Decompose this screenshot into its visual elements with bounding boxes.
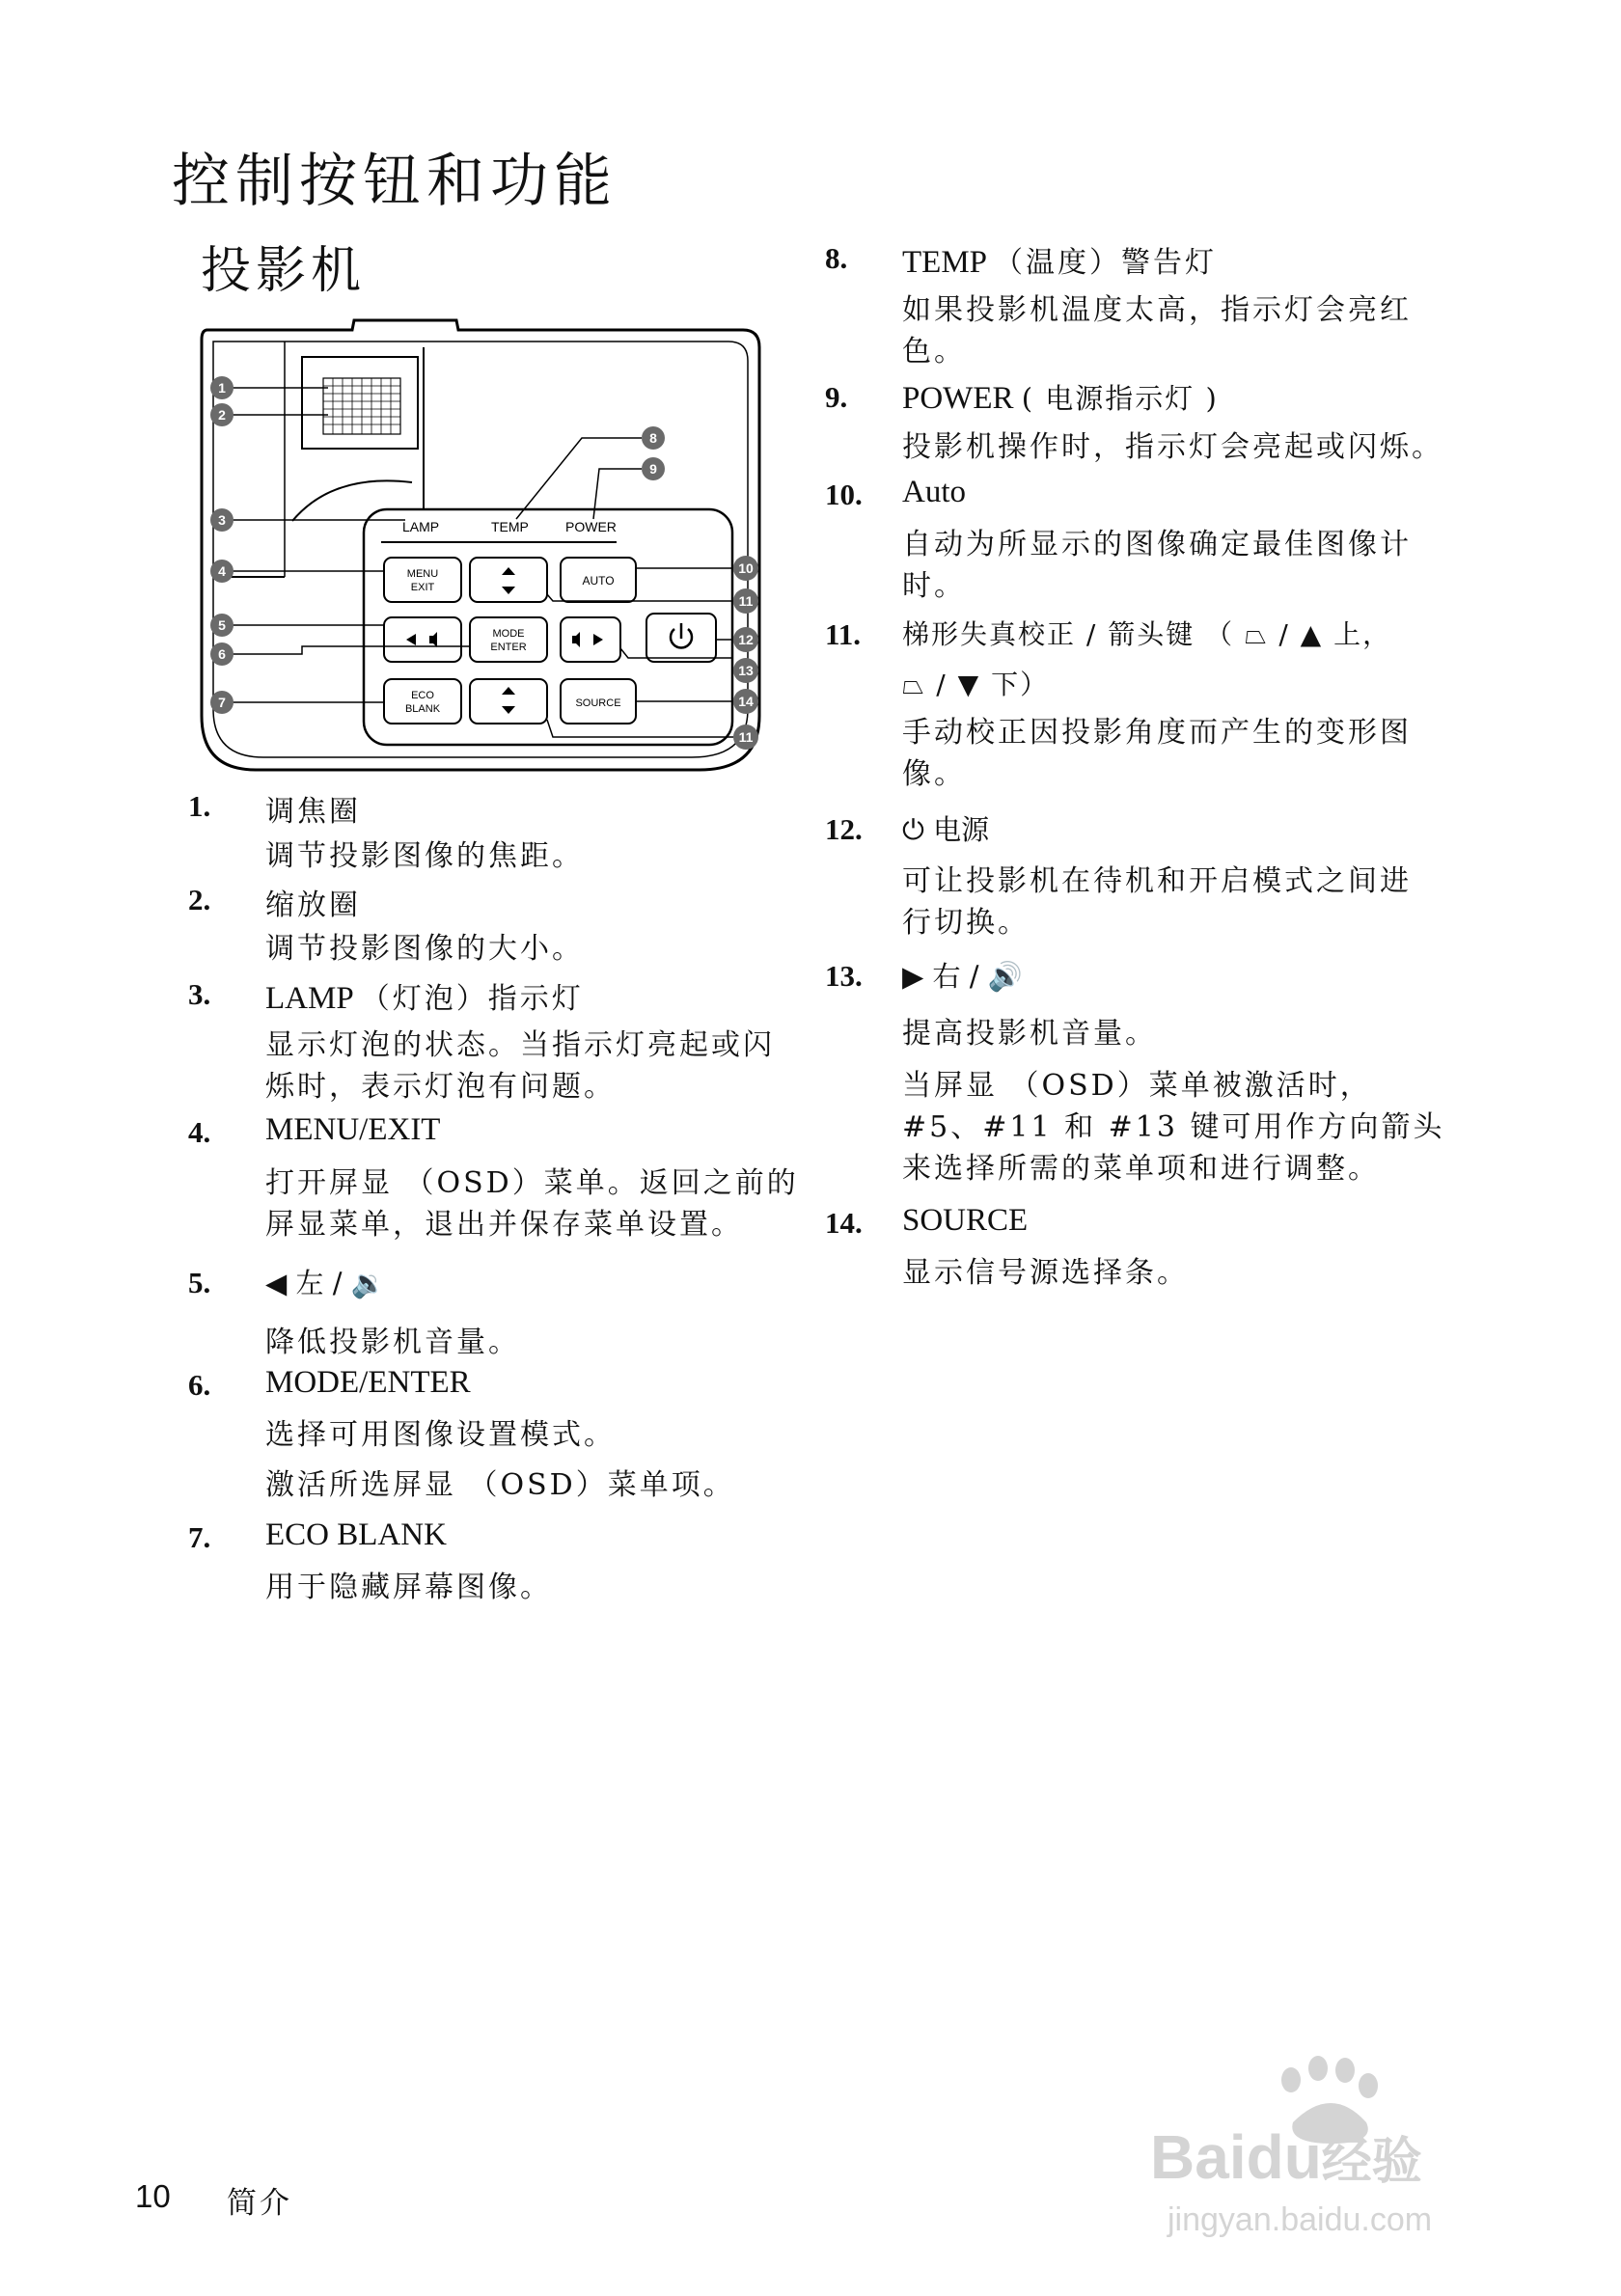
item-9-title	[902, 377, 1219, 417]
item-12-number: 12.	[825, 812, 863, 846]
page-title: 控制按钮和功能	[172, 148, 618, 215]
item-9-desc: 投影机操作时，指示灯会亮起或闪烁。	[902, 430, 1443, 464]
item-10-desc: 自动为所显示的图像确定最佳图像计时。	[902, 528, 1412, 603]
item-10-number: 10.	[825, 478, 863, 511]
item-5-number: 5.	[188, 1266, 211, 1299]
callout-2: 2	[218, 407, 226, 423]
item-6-title: MODE/ENTER	[265, 1365, 471, 1400]
item-1-number: 1.	[188, 789, 211, 823]
lamp-label: LAMP	[402, 519, 440, 534]
item-11-number: 11.	[825, 617, 862, 651]
callout-14: 14	[738, 694, 754, 709]
item-6-number: 6.	[188, 1368, 211, 1402]
item-7-number: 7.	[188, 1520, 211, 1554]
item-1-desc: 调节投影图像的焦距。	[265, 839, 584, 873]
up-arrow-button[interactable]	[470, 558, 547, 602]
callout-8: 8	[649, 430, 657, 446]
item-4-title: MENU/EXIT	[265, 1112, 441, 1147]
baidu-watermark	[1148, 2055, 1534, 2248]
callout-11-b: 11	[738, 729, 754, 745]
item-8-title	[902, 238, 1217, 281]
item-8-number: 8.	[825, 241, 848, 275]
item-6-desc-2: 激活所选屏显 （OSD）菜单项。	[265, 1468, 735, 1502]
callout-5: 5	[218, 617, 226, 633]
item-3-number: 3.	[188, 977, 211, 1011]
item-4-desc: 打开屏显 （OSD）菜单。返回之前的屏显菜单，退出并保存菜单设置。	[265, 1166, 799, 1242]
callout-11: 11	[738, 593, 754, 609]
callout-7: 7	[218, 695, 226, 710]
projector-diagram	[188, 318, 786, 781]
mode-label: MODE	[492, 628, 525, 640]
item-11-title-line2: ⏢ / ▼ 下）	[902, 669, 1050, 700]
item-1-title: 调焦圈	[265, 795, 361, 829]
item-8-title-bold: TEMP	[902, 245, 986, 280]
enter-label: ENTER	[490, 642, 527, 653]
item-3-title	[265, 974, 584, 1017]
item-13-number: 13.	[825, 959, 863, 993]
watermark-brand: Baidu经验	[1150, 2122, 1422, 2192]
callout-1: 1	[218, 380, 226, 396]
mode-enter-button[interactable]	[470, 617, 547, 662]
item-5-title: ◀ 左 / 🔉	[265, 1267, 386, 1299]
item-2-number: 2.	[188, 883, 211, 916]
item-11-desc: 手动校正因投影角度而产生的变形图像。	[902, 716, 1412, 791]
watermark-url: jingyan.baidu.com	[1168, 2201, 1433, 2238]
callout-3: 3	[218, 512, 226, 528]
item-3-title-bold: LAMP	[265, 981, 353, 1016]
menu-label: MENU	[406, 568, 439, 580]
left-arrow-button[interactable]	[384, 617, 461, 662]
eco-label: ECO	[411, 690, 434, 701]
right-arrow-button[interactable]	[561, 617, 620, 662]
item-7-desc: 用于隐藏屏幕图像。	[265, 1571, 552, 1604]
eco-blank-button[interactable]	[384, 679, 461, 724]
item-8-desc: 如果投影机温度太高，指示灯会亮红色。	[902, 293, 1412, 369]
item-3-desc: 显示灯泡的状态。当指示灯亮起或闪烁时，表示灯泡有问题。	[265, 1028, 775, 1104]
page-number: 10	[135, 2178, 171, 2214]
auto-label: AUTO	[582, 574, 615, 588]
callout-4: 4	[218, 563, 226, 579]
item-2-title: 缩放圈	[265, 888, 361, 922]
callout-10: 10	[738, 560, 754, 576]
exit-label: EXIT	[410, 582, 435, 593]
item-12-title: ⏻ 电源	[902, 813, 990, 846]
item-10-title: Auto	[902, 475, 966, 509]
section-name: 简介	[227, 2186, 292, 2221]
item-5-desc: 降低投影机音量。	[265, 1326, 520, 1359]
item-2-desc: 调节投影图像的大小。	[265, 932, 584, 966]
item-14-desc: 显示信号源选择条。	[902, 1256, 1189, 1290]
item-14-title: SOURCE	[902, 1203, 1029, 1238]
power-label: POWER	[565, 519, 617, 534]
callout-6: 6	[218, 646, 226, 662]
item-8-title-rest: （温度）警告灯	[994, 246, 1218, 280]
item-14-number: 14.	[825, 1206, 863, 1240]
item-12-desc: 可让投影机在待机和开启模式之间进行切换。	[902, 864, 1412, 940]
item-9-title-rest: ( 电源指示灯 )	[1021, 382, 1219, 415]
item-13-title: ▶ 右 / 🔊	[902, 960, 1023, 993]
down-arrow-button[interactable]	[470, 679, 547, 724]
menu-exit-button[interactable]	[384, 558, 461, 602]
item-9-title-bold: POWER	[902, 381, 1014, 416]
item-13-desc-2: 当屏显 （OSD）菜单被激活时， #5、#11 和 #13 键可用作方向箭头来选择所需的菜单项和进行调整。	[902, 1069, 1445, 1186]
callout-9: 9	[649, 461, 657, 477]
section-subtitle: 投影机	[201, 242, 367, 300]
callout-12: 12	[738, 632, 754, 647]
item-7-title: ECO BLANK	[265, 1517, 447, 1552]
item-6-desc-1: 选择可用图像设置模式。	[265, 1418, 616, 1452]
item-13-desc-1: 提高投影机音量。	[902, 1017, 1157, 1051]
item-3-title-rest: （灯泡）指示灯	[360, 982, 584, 1016]
source-label: SOURCE	[575, 697, 621, 709]
item-4-number: 4.	[188, 1115, 211, 1149]
item-9-number: 9.	[825, 380, 848, 414]
blank-label: BLANK	[404, 703, 441, 715]
callout-13: 13	[738, 663, 754, 678]
temp-label: TEMP	[491, 519, 529, 534]
item-11-title-line1: 梯形失真校正 / 箭头键 （ ⏢ / ▲ 上，	[902, 618, 1392, 650]
